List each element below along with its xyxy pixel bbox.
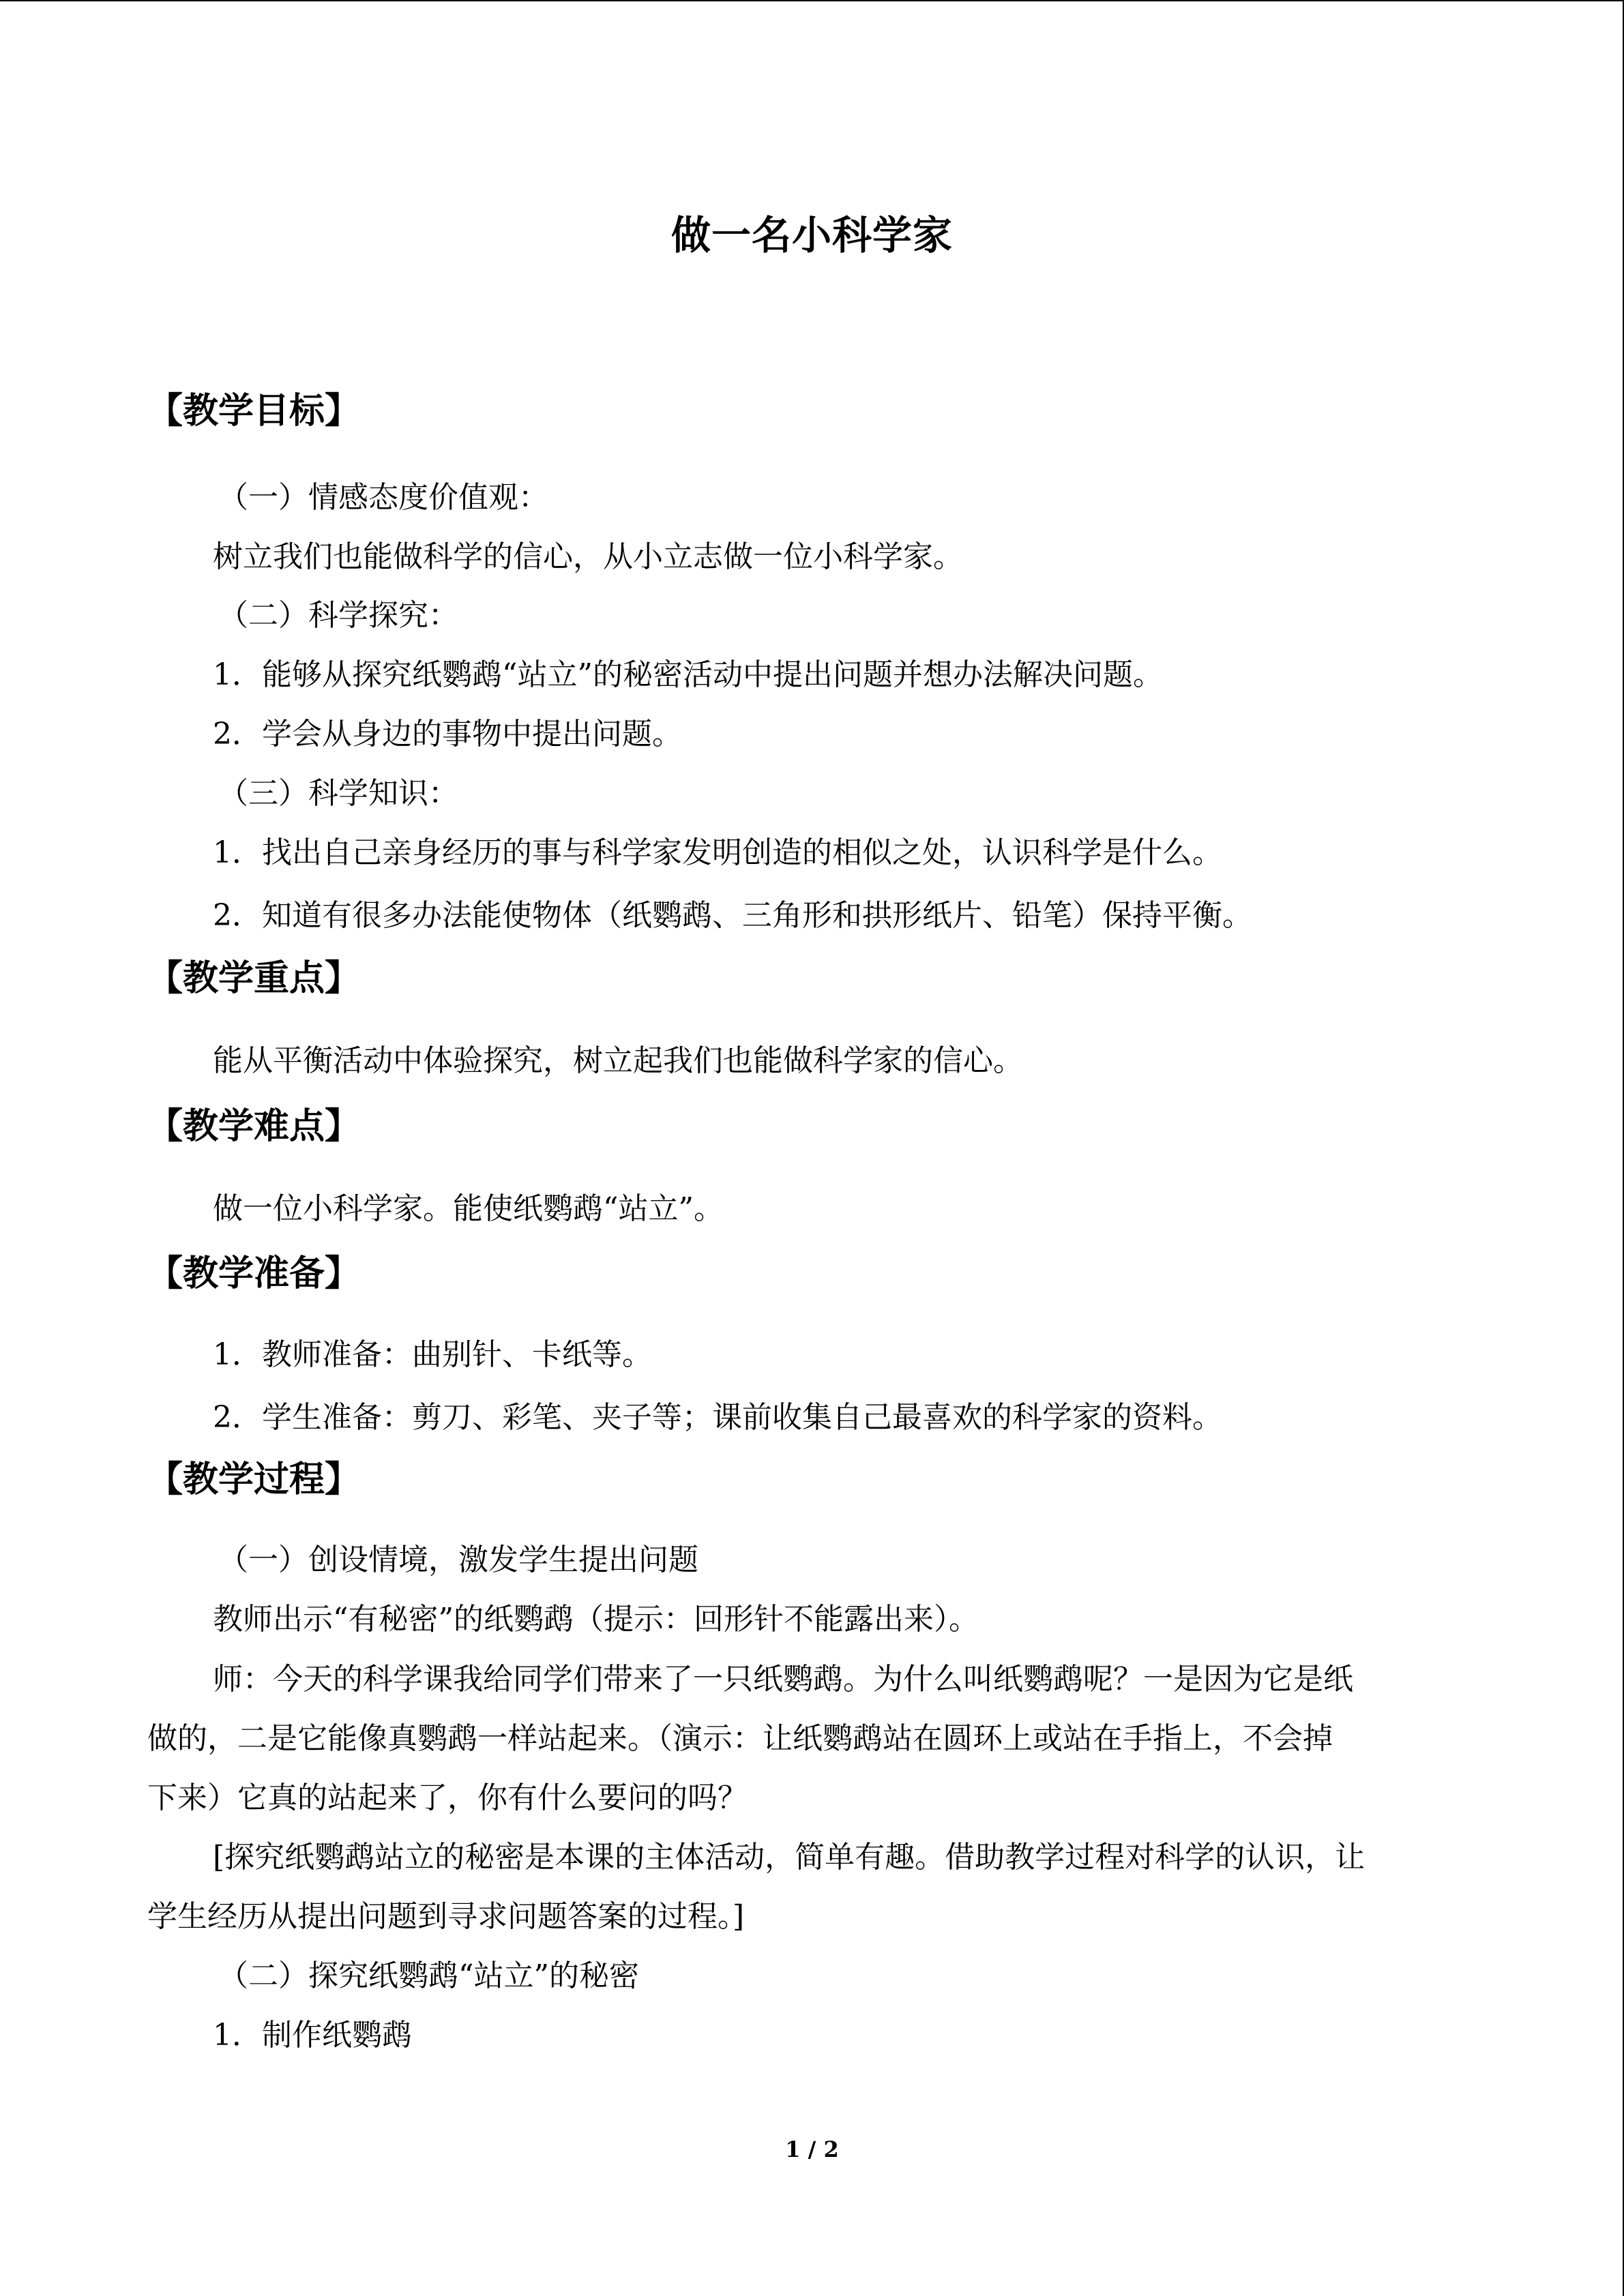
process-line-6: [探究纸鹦鹉站立的秘密是本课的主体活动，简单有趣。借助教学过程对科学的认识，让 [213,1840,1365,1875]
heading-key-points: 【教学重点】 [147,958,361,999]
objectives-line-7: 1．找出自己亲身经历的事与科学家发明创造的相似之处，认识科学是什么。 [213,835,1222,870]
key-points-line-1: 能从平衡活动中体验探究，树立起我们也能做科学家的信心。 [213,1043,1023,1078]
page-number: 1 / 2 [785,2136,839,2162]
objectives-line-3: （二）科学探究： [218,598,458,633]
objectives-line-5: 2．学会从身边的事物中提出问题。 [213,717,682,751]
process-line-7: 学生经历从提出问题到寻求问题答案的过程。] [147,1899,745,1934]
process-line-4: 做的，二是它能像真鹦鹉一样站起来。（演示：让纸鹦鹉站在圆环上或站在手指上，不会掉 [147,1721,1333,1756]
process-line-1: （一）创设情境，激发学生提出问题 [218,1542,698,1577]
heading-difficulties: 【教学难点】 [147,1106,361,1147]
process-line-5: 下来）它真的站起来了，你有什么要问的吗？ [147,1780,748,1815]
process-line-2: 教师出示“有秘密”的纸鹦鹉（提示：回形针不能露出来）。 [213,1602,979,1637]
heading-objectives: 【教学目标】 [147,391,361,432]
process-line-9: 1．制作纸鹦鹉 [213,2018,412,2053]
process-line-8: （二）探究纸鹦鹉“站立”的秘密 [218,1958,639,1993]
objectives-line-2: 树立我们也能做科学的信心，从小立志做一位小科学家。 [213,539,963,574]
preparation-line-2: 2．学生准备：剪刀、彩笔、夹子等；课前收集自己最喜欢的科学家的资料。 [213,1400,1222,1435]
objectives-line-8: 2．知道有很多办法能使物体（纸鹦鹉、三角形和拱形纸片、铅笔）保持平衡。 [213,898,1252,933]
preparation-line-1: 1．教师准备：曲别针、卡纸等。 [213,1337,652,1372]
heading-process: 【教学过程】 [147,1459,361,1500]
objectives-line-6: （三）科学知识： [218,776,458,811]
process-line-3: 师：今天的科学课我给同学们带来了一只纸鹦鹉。为什么叫纸鹦鹉呢？一是因为它是纸 [213,1662,1353,1697]
difficulties-line-1: 做一位小科学家。能使纸鹦鹉“站立”。 [213,1191,724,1226]
document-title: 做一名小科学家 [670,212,953,258]
heading-preparation: 【教学准备】 [147,1253,361,1294]
objectives-line-1: （一）情感态度价值观： [218,480,548,515]
objectives-line-4: 1．能够从探究纸鹦鹉“站立”的秘密活动中提出问题并想办法解决问题。 [213,657,1163,692]
